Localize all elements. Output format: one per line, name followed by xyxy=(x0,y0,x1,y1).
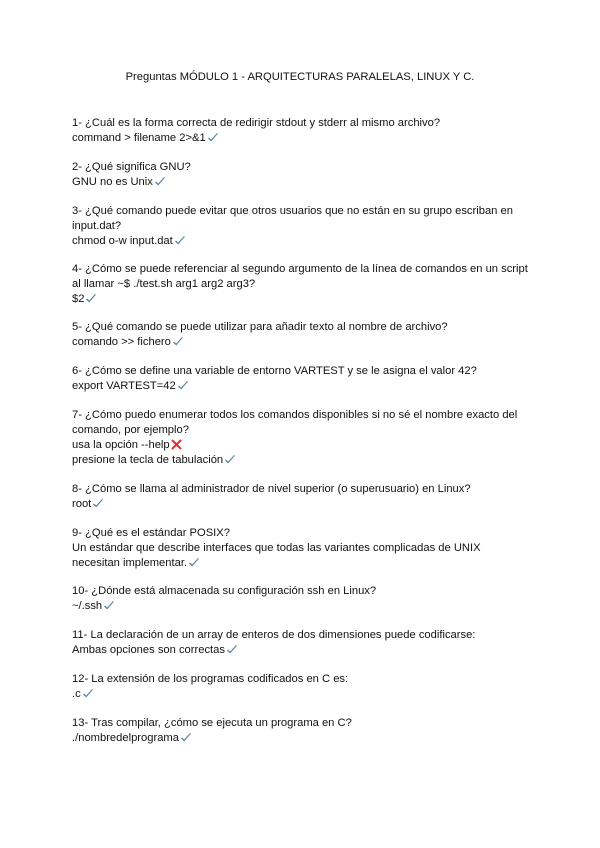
answer-7a xyxy=(72,438,528,453)
answer-11 xyxy=(72,643,528,658)
qa-item-11 xyxy=(72,628,528,658)
answer-5-text: comando >> fichero xyxy=(72,336,171,348)
question-11: 11- La declaración de un array de enteros de dos dimensiones puede codificarse: xyxy=(72,629,476,641)
answer-7b xyxy=(72,453,528,468)
question-8: 8- ¿Cómo se llama al administrador de nivel superior (o superusuario) en Linux? xyxy=(72,483,471,495)
answer-9-text: Un estándar que describe interfaces que todas las variantes complicadas de UNIX necesitan implementar. xyxy=(72,542,481,569)
question-4: 4- ¿Cómo se puede referenciar al segundo argumento de la línea de comandos en un script al llamar ~$ ./test.sh arg1 arg2 arg3? xyxy=(72,263,528,290)
qa-item-4 xyxy=(72,262,528,307)
answer-3-text: chmod o-w input.dat xyxy=(72,235,173,247)
question-13: 13- Tras compilar, ¿cómo se ejecuta un programa en C? xyxy=(72,717,352,729)
check-mark-icon xyxy=(154,176,166,187)
question-6: 6- ¿Cómo se define una variable de entorno VARTEST y se le asigna el valor 42? xyxy=(72,365,477,377)
check-mark-icon xyxy=(180,732,192,743)
answer-7b-text: presione la tecla de tabulación xyxy=(72,454,224,466)
qa-item-1 xyxy=(72,116,528,146)
check-mark-icon xyxy=(177,380,189,391)
answer-5 xyxy=(72,335,528,350)
qa-item-13 xyxy=(72,716,528,746)
answer-7a-text: usa la opción --help xyxy=(72,439,170,451)
check-mark-icon xyxy=(224,454,236,465)
check-mark-icon xyxy=(85,293,97,304)
qa-item-5 xyxy=(72,320,528,350)
document-title: Preguntas MÓDULO 1 - ARQUITECTURAS PARALELAS, LINUX Y C. xyxy=(125,71,475,83)
question-1: 1- ¿Cuál es la forma correcta de redirigir stdout y stderr al mismo archivo? xyxy=(72,117,441,129)
check-mark-icon xyxy=(172,336,184,347)
check-mark-icon xyxy=(82,688,94,699)
answer-3 xyxy=(72,234,528,249)
qa-item-7 xyxy=(72,408,528,468)
answer-11-text: Ambas opciones son correctas xyxy=(72,644,225,656)
qa-item-10 xyxy=(72,584,528,614)
answer-12 xyxy=(72,687,528,702)
answer-4-text: $2 xyxy=(72,293,85,305)
question-2: 2- ¿Qué significa GNU? xyxy=(72,161,191,173)
answer-10-text: ~/.ssh xyxy=(72,600,103,612)
cross-mark-icon xyxy=(171,439,182,450)
answer-1-text: command > filename 2>&1 xyxy=(72,132,206,144)
question-10: 10- ¿Dónde está almacenada su configuración ssh en Linux? xyxy=(72,585,377,597)
answer-12-text: .c xyxy=(72,688,81,700)
qa-item-8 xyxy=(72,482,528,512)
answer-13-text: ./nombredelprograma xyxy=(72,732,179,744)
qa-item-12 xyxy=(72,672,528,702)
qa-item-9 xyxy=(72,526,528,571)
check-mark-icon xyxy=(92,498,104,509)
question-7: 7- ¿Cómo puedo enumerar todos los comandos disponibles si no sé el nombre exacto del comando, por ejemplo? xyxy=(72,409,518,436)
qa-item-6 xyxy=(72,364,528,394)
question-3: 3- ¿Qué comando puede evitar que otros usuarios que no están en su grupo escriban en input.dat? xyxy=(72,205,513,232)
check-mark-icon xyxy=(174,235,186,246)
answer-2-text: GNU no es Unix xyxy=(72,176,153,188)
answer-2 xyxy=(72,175,528,190)
answer-13 xyxy=(72,731,528,746)
answer-9 xyxy=(72,541,528,571)
qa-item-2 xyxy=(72,160,528,190)
qa-item-3 xyxy=(72,204,528,249)
check-mark-icon xyxy=(226,644,238,655)
answer-4 xyxy=(72,292,528,307)
answer-6 xyxy=(72,379,528,394)
answer-10 xyxy=(72,599,528,614)
answer-1 xyxy=(72,131,528,146)
question-12: 12- La extensión de los programas codificados en C es: xyxy=(72,673,349,685)
check-mark-icon xyxy=(207,132,219,143)
check-mark-icon xyxy=(103,600,115,611)
question-5: 5- ¿Qué comando se puede utilizar para añadir texto al nombre de archivo? xyxy=(72,321,448,333)
check-mark-icon xyxy=(188,557,200,568)
answer-8 xyxy=(72,497,528,512)
answer-8-text: root xyxy=(72,498,92,510)
answer-6-text: export VARTEST=42 xyxy=(72,380,176,392)
question-9: 9- ¿Qué es el estándar POSIX? xyxy=(72,527,230,539)
